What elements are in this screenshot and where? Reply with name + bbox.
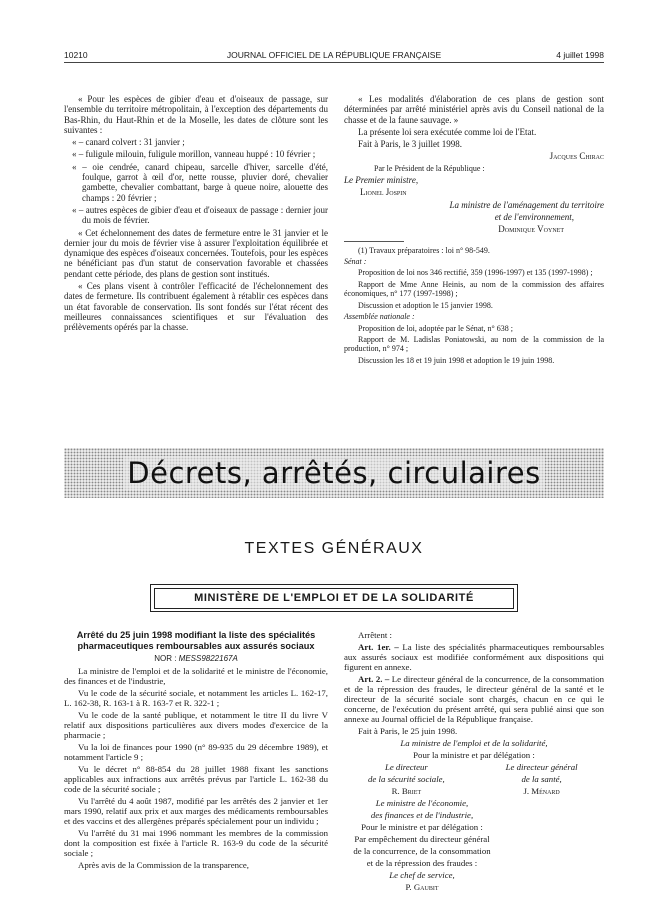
list-item: « – oie cendrée, canard chipeau, sarcelle d'hiver, sarcelle d'été, foulque, garrot à œil d'or, nette rousse, pluvier doré, chevalier gambette, chevalier combattant, barge à queue noire, alouette des champs : 20 février ; [72,161,328,203]
paragraph: Vu le code de la santé publique, et notamment le titre II du livre V relatif aux dispositions particulières aux divers modes d'exercice de la pharmacie ; [64,710,328,740]
signatory-name: P. Gaubit [405,882,439,892]
arretent: Arrêtent : [358,630,392,640]
article-1 [344,642,604,672]
article-label: Art. 1er. – [358,642,399,652]
nor-label: NOR : [154,654,177,663]
signature-block [344,798,500,892]
footnote-line: Rapport de Mme Anne Heinis, au nom de la commission des affaires économiques, n° 177 (1997-1998) ; [344,279,604,299]
delegation-line: et de la répression des fraudes : [366,858,478,868]
top-left-column [64,94,328,335]
delegation-line: de la concurrence, de la consommation [353,846,491,856]
paragraph: « Cet échelonnement des dates de fermeture entre le 31 janvier et le dernier jour du mois de février vise à assurer l'exploitation équilibrée et dynamique des espèces d'oiseaux concernées. Toutefois, pour les espèces ne bénéficiant pas d'un statut de conservation favorable et chassées pendant cette période, des plans de gestion sont institués. [64,227,328,279]
paragraph: Vu l'arrêté du 31 mai 1996 nommant les membres de la commission dont la composition est fixée à l'article R. 163-9 du code de la sécurité sociale ; [64,828,328,858]
paragraph: Vu le code de la sécurité sociale, et notamment les articles L. 162-17, L. 162-38, R. 163-1 à R. 163-7 et R. 322-1 ; [64,688,328,708]
footnote-head: (1) Travaux préparatoires : loi n° 98-549. [358,245,490,255]
paragraph: « Les modalités d'élaboration de ces plans de gestion sont déterminées par arrêté ministériel après avis du Conseil national de la chasse et de la faune sauvage. » [344,94,604,125]
article-label: Art. 2. – [358,674,390,684]
signature-line: Par le Président de la République : [374,163,485,173]
paragraph: Vu l'arrêté du 4 août 1987, modifié par les arrêtés des 2 janvier et 1er mars 1990, relatif aux prix et aux marges des médicaments remboursables et des vaccins et des allergènes préparés spécialement pour un individu ; [64,796,328,826]
banner-title: Décrets, arrêtés, circulaires [123,456,544,490]
footnote-section: Assemblée nationale : [344,312,415,322]
footnotes [344,246,604,365]
article-text: La liste des spécialités pharmaceutiques remboursables aux assurés sociaux est modifiée conformément aux dispositions qui figurent en annexe. [344,642,604,672]
signatory-title: Le ministre de l'économie, [375,798,469,808]
delegation-line: Pour le ministre et par délégation : [361,822,483,832]
signatory-name: R. Briet [391,786,422,796]
footnote-line: Proposition de loi, adoptée par le Sénat, n° 638 ; [358,323,513,333]
paragraph: La présente loi sera exécutée comme loi de l'Etat. [358,126,537,137]
signature-row [344,762,604,798]
header-rule [64,62,604,63]
paragraph: « Pour les espèces de gibier d'eau et d'oiseaux de passage, sur l'ensemble du territoire métropolitain, à l'exception des départements du Bas-Rhin, du Haut-Rhin et de la Moselle, les dates de clôture sont les suivantes : [64,94,328,135]
signatory-name: Lionel Jospin [360,187,407,198]
signatory-title: de la sécurité sociale, [368,774,445,784]
signatory-name: J. Ménard [523,786,560,796]
signatory-title: de la santé, [521,774,562,784]
delegation-line: Pour la ministre et par délégation : [413,750,535,760]
footnote-line: Proposition de loi nos 346 rectifié, 359 (1996-1997) et 135 (1997-1998) ; [358,268,593,278]
article-2 [344,674,604,724]
signatory-title: Le Premier ministre, [344,175,419,186]
journal-title: JOURNAL OFFICIEL DE LA RÉPUBLIQUE FRANÇAISE [226,50,442,60]
signatory-title: Le directeur général [505,762,578,772]
footnote-rule [344,241,404,242]
page-number: 10210 [64,50,88,60]
paragraph: Fait à Paris, le 3 juillet 1998. [358,139,462,150]
signatory-title: Le directeur [384,762,428,772]
bottom-right-column [344,630,604,894]
paragraph: Vu la loi de finances pour 1990 (n° 89-935 du 29 décembre 1989), et notamment l'article 9 ; [64,742,328,762]
signatory-title: et de l'environnement, [494,212,574,223]
footnote-line: Rapport de M. Ladislas Poniatowski, au nom de la commission de la production, n° 974 ; [344,334,604,354]
bottom-left-column [64,630,328,872]
signatory-name: Dominique Voynet [498,224,564,235]
signatory-title: Le chef de service, [389,870,455,880]
footnote-section: Sénat : [344,257,367,267]
date-line: Fait à Paris, le 25 juin 1998. [358,726,458,736]
ministry-title: MINISTÈRE DE L'EMPLOI ET DE LA SOLIDARITÉ [154,588,514,609]
list-item: « – canard colvert : 31 janvier ; [72,137,185,148]
delegation-line: Par empêchement du directeur général [354,834,490,844]
issue-date: 4 juillet 1998 [556,50,604,60]
signatory-title: des finances et de l'industrie, [370,810,474,820]
signatory-title: La ministre de l'emploi et de la solidarité, [400,738,548,748]
footnote-line: Discussion et adoption le 15 janvier 1998. [358,300,493,310]
nor-reference [64,654,328,664]
top-right-column [344,94,604,367]
paragraph: La ministre de l'emploi et de la solidarité et le ministre de l'économie, des finances et de l'industrie, [64,666,328,686]
paragraph: Après avis de la Commission de la transparence, [78,860,250,870]
paragraph: « Ces plans visent à contrôler l'efficacité de l'échelonnement des dates de fermeture. Ils contribuent également à rétablir ces espèces dans un état favorable de conservation. Ils sont fondés sur l'état récent des meilleures connaissances scientifiques et sur l'évaluation des prélèvements opérés par la chasse. [64,281,328,333]
signatory-title: La ministre de l'aménagement du territoire [449,199,604,210]
article-text: Le directeur général de la concurrence, de la consommation et de la répression des fraudes, le directeur général de la santé et le directeur de la sécurité sociale sont chargés, chacun en ce qui le concerne, de l'exécution du présent arrêté, qui sera publié ainsi que son annexe au Journal officiel de la République française. [344,674,604,724]
ministry-box [150,584,518,612]
list-item: « – fuligule milouin, fuligule morillon, vanneau huppé : 10 février ; [72,149,316,160]
arrete-title: Arrêté du 25 juin 1998 modifiant la liste des spécialités pharmaceutiques remboursables aux assurés sociaux [76,630,316,651]
paragraph: Vu le décret n° 88-854 du 28 juillet 1988 fixant les sanctions applicables aux infractions aux arrêtés prévus par l'article L. 162-38 du code de la sécurité sociale ; [64,764,328,794]
section-banner [64,448,604,498]
signatory-name: Jacques Chirac [549,151,604,162]
footnote-line: Discussion les 18 et 19 juin 1998 et adoption le 19 juin 1998. [358,355,555,365]
section-title: TEXTES GÉNÉRAUX [244,540,424,557]
list-item: « – autres espèces de gibier d'eau et d'oiseaux de passage : dernier jour du mois de février. [72,204,328,226]
nor-code: MESS9822167A [178,654,238,663]
